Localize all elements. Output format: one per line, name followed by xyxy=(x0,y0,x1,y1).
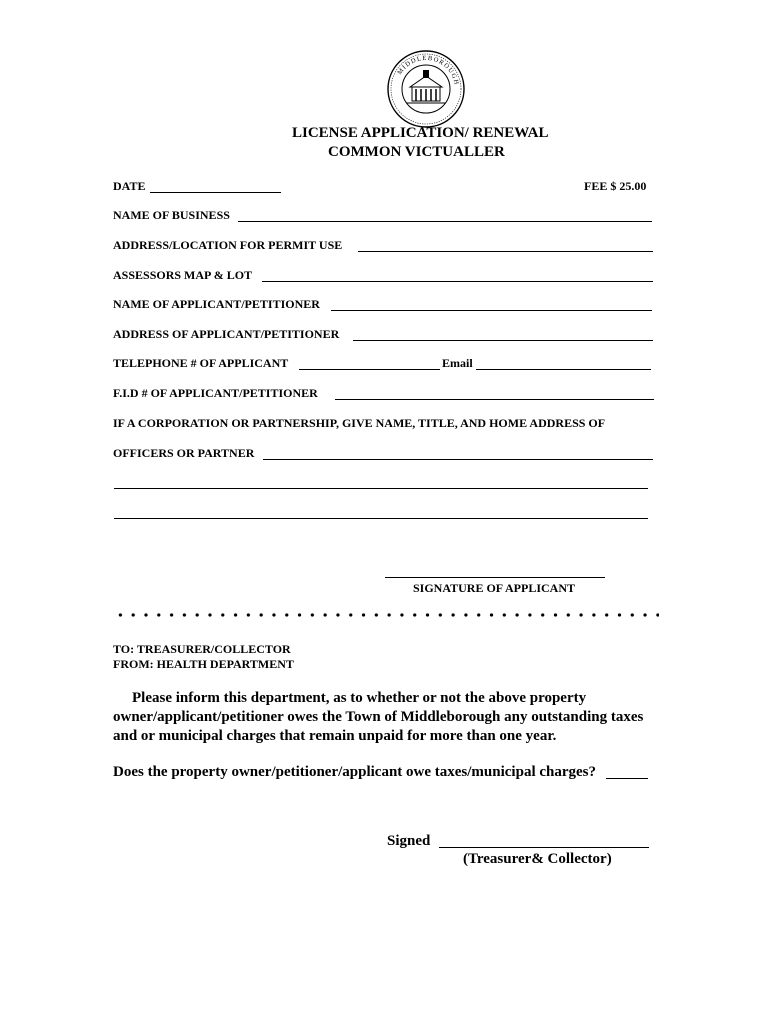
tax-answer-line[interactable] xyxy=(606,778,648,779)
form-title-line1: LICENSE APPLICATION/ RENEWAL xyxy=(292,125,549,141)
memo-paragraph-line2: owner/applicant/petitioner owes the Town of Middleborough any outstanding taxes xyxy=(113,709,644,725)
memo-to: TO: TREASURER/COLLECTOR xyxy=(113,642,291,656)
town-seal-logo xyxy=(386,49,466,129)
signature-line[interactable] xyxy=(385,577,605,578)
memo-paragraph-line1: Please inform this department, as to whether or not the above property xyxy=(132,690,587,706)
signed-label: Signed xyxy=(387,833,431,849)
tax-question: Does the property owner/petitioner/applicant owe taxes/municipal charges? xyxy=(113,764,597,780)
telephone-line[interactable] xyxy=(299,369,440,370)
name-of-business-label: NAME OF BUSINESS xyxy=(113,208,230,222)
form-title-line2: COMMON VICTUALLER xyxy=(328,144,505,160)
officers-extra-line-2[interactable] xyxy=(114,518,648,519)
officers-label: OFFICERS OR PARTNER xyxy=(113,446,255,460)
fid-line[interactable] xyxy=(335,399,654,400)
date-field-line[interactable] xyxy=(150,192,281,193)
officers-extra-line-1[interactable] xyxy=(114,488,648,489)
name-of-business-line[interactable] xyxy=(238,221,652,222)
corporation-note: IF A CORPORATION OR PARTNERSHIP, GIVE NAME, TITLE, AND HOME ADDRESS OF xyxy=(113,416,606,430)
svg-text:MIDDLEBOROUGH: MIDDLEBOROUGH xyxy=(396,54,460,87)
memo-paragraph-line3: and or municipal charges that remain unpaid for more than one year. xyxy=(113,728,557,744)
date-label: DATE xyxy=(113,179,146,193)
address-location-label: ADDRESS/LOCATION FOR PERMIT USE xyxy=(113,238,343,252)
treasurer-signature-line[interactable] xyxy=(439,847,649,848)
assessors-map-label: ASSESSORS MAP & LOT xyxy=(113,268,253,282)
telephone-label: TELEPHONE # OF APPLICANT xyxy=(113,356,289,370)
officers-line[interactable] xyxy=(263,459,653,460)
dotted-separator xyxy=(114,612,659,618)
assessors-map-line[interactable] xyxy=(262,281,653,282)
address-location-line[interactable] xyxy=(358,251,653,252)
email-line[interactable] xyxy=(476,369,651,370)
signature-label: SIGNATURE OF APPLICANT xyxy=(413,581,576,595)
address-of-applicant-line[interactable] xyxy=(353,340,653,341)
name-of-applicant-line[interactable] xyxy=(331,310,652,311)
name-of-applicant-label: NAME OF APPLICANT/PETITIONER xyxy=(113,297,320,311)
treasurer-role-label: (Treasurer& Collector) xyxy=(463,851,612,867)
fid-label: F.I.D # OF APPLICANT/PETITIONER xyxy=(113,386,318,400)
address-of-applicant-label: ADDRESS OF APPLICANT/PETITIONER xyxy=(113,327,340,341)
email-label: Email xyxy=(442,356,473,370)
memo-from: FROM: HEALTH DEPARTMENT xyxy=(113,657,294,671)
fee-label: FEE $ 25.00 xyxy=(584,179,647,193)
